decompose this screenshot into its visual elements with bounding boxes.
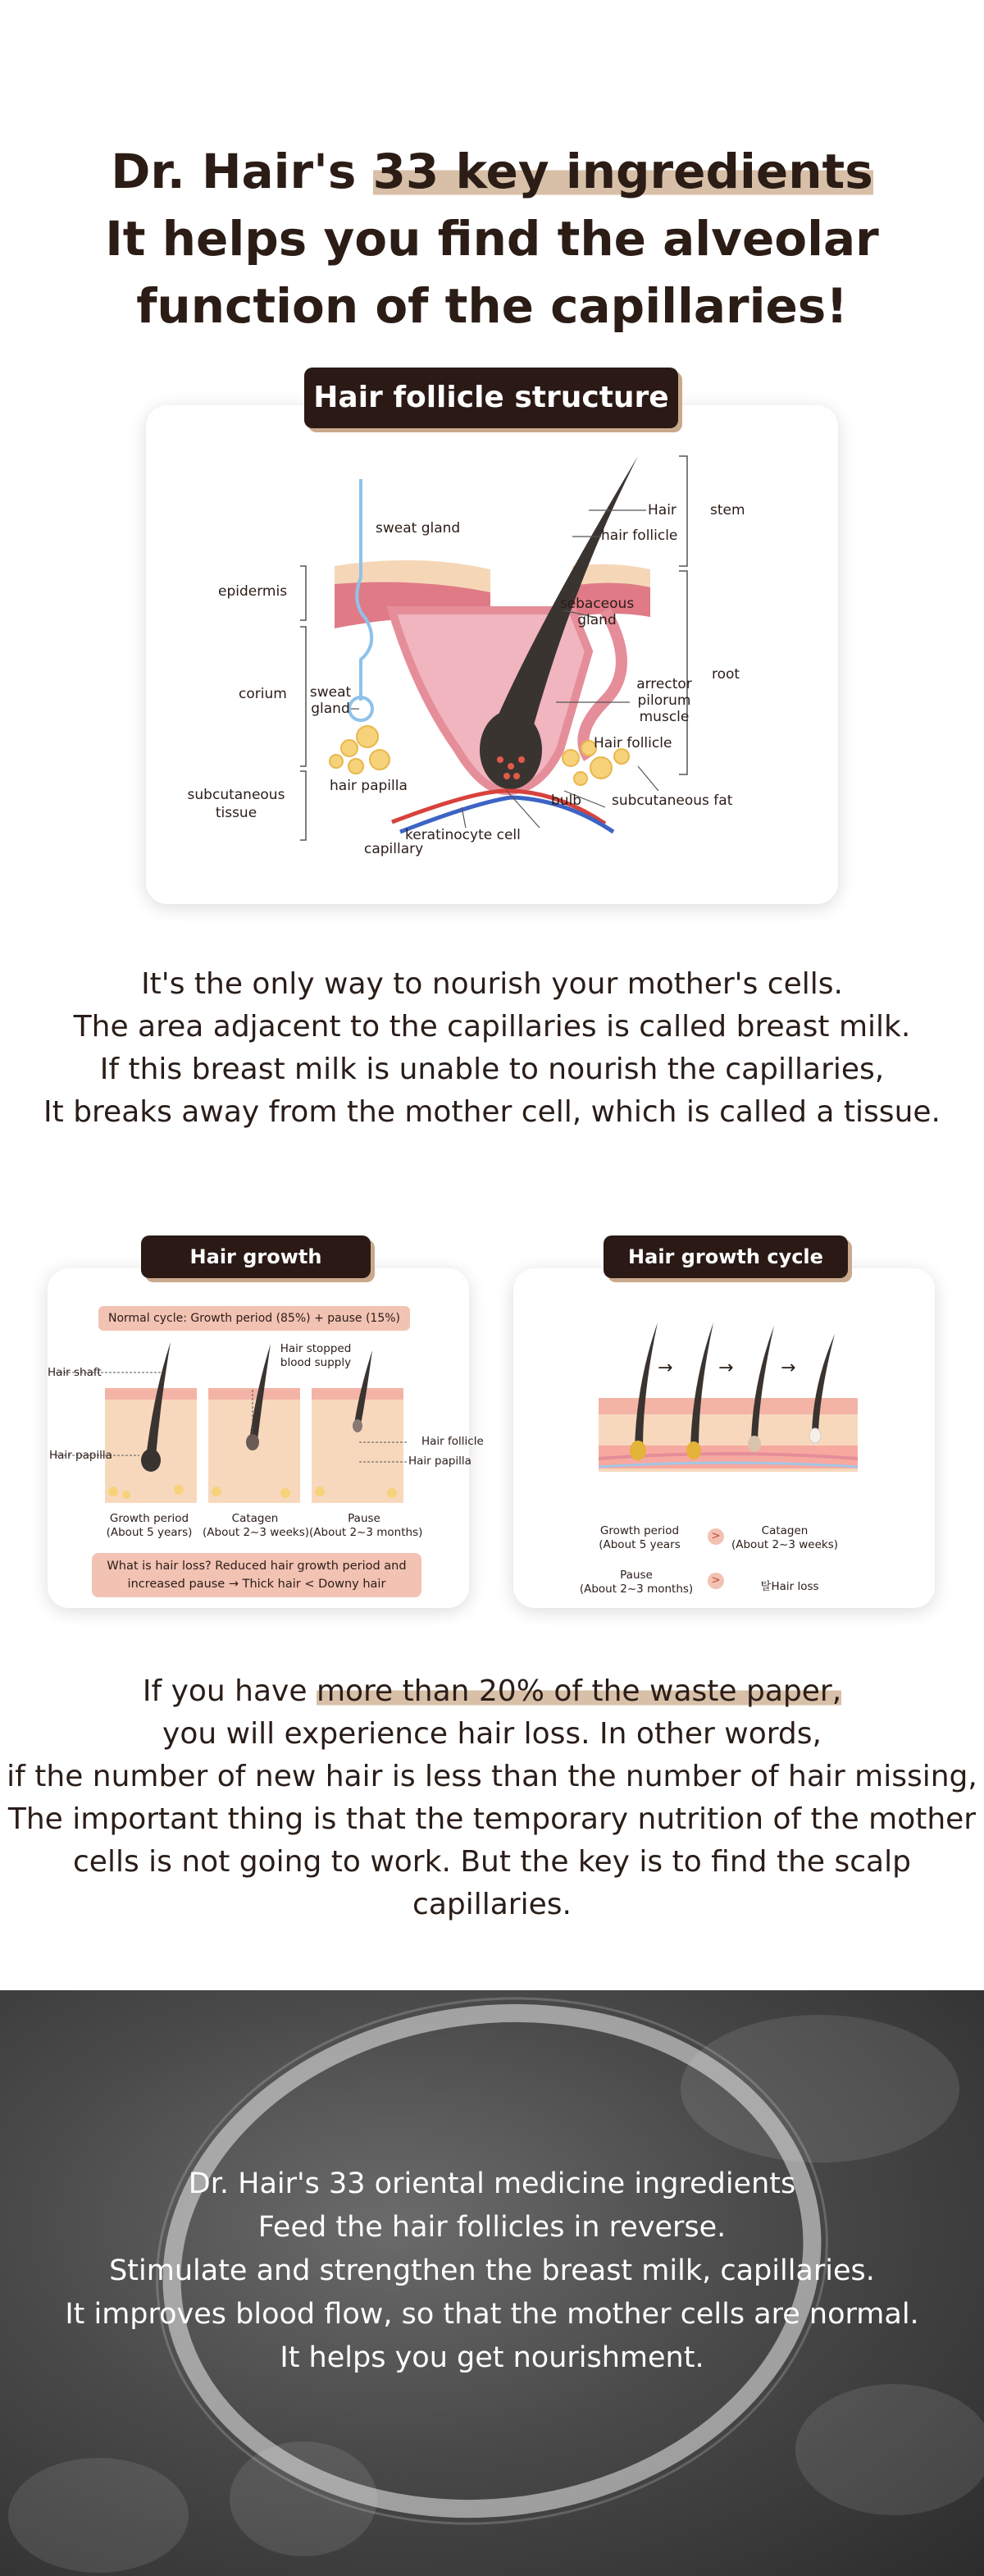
label-sebaceous-2: gland [577,612,617,628]
label-arrector-3: muscle [639,709,690,725]
dark-banner-line: Dr. Hair's 33 oriental medicine ingredients [188,2167,796,2200]
label-hair-shaft: Hair shaft [48,1366,102,1379]
label-growth-hair-papilla-right: Hair papilla [408,1455,472,1468]
cycle-growth-1: Growth period [599,1524,680,1537]
cycle-catagen-1: Catagen [761,1524,809,1537]
cycle-growth-2: (About 5 years [599,1538,681,1551]
hair-cycle-pill: Hair growth cycle [604,1235,848,1278]
label-subcutaneous-tissue [179,786,294,822]
label-corium: corium [239,686,287,702]
label-subcutaneous-fat: subcutaneous fat [612,792,733,809]
label-sweat-2: gland [311,701,350,717]
svg-text:→: → [658,1358,673,1378]
label-subcutaneous-2: tissue [215,805,257,821]
cycle-pause-caption [579,1569,694,1596]
caption-growth-2: (About 5 years) [106,1526,193,1539]
hair-growth-pill: Hair growth [141,1235,371,1278]
headline-line-3: function of the capillaries! [136,278,848,334]
paragraph-2-highlight: more than 20% of the waste paper, [316,1674,842,1708]
label-sebaceous-gland [556,596,638,628]
caption-pause-1: Pause [348,1512,380,1525]
cycle-catagen-2: (About 2~3 weeks) [731,1538,839,1551]
paragraph-2 [0,1670,984,1926]
follicle-structure-pill: Hair follicle structure [304,368,678,428]
dark-banner-line: It improves blood flow, so that the mother cells are normal. [65,2298,919,2331]
dark-banner-line: It helps you get nourishment. [280,2341,704,2374]
caption-growth-1: Growth period [109,1512,189,1525]
dark-banner-text [0,2163,984,2380]
label-hair-stopped-2: blood supply [280,1356,352,1369]
hair-cycle-diagram [513,1268,935,1608]
label-hair-follicle-bottom: Hair follicle [594,735,672,751]
paragraph-2-prefix: If you have [142,1674,317,1708]
cycle-hair-loss: 탈Hair loss [760,1580,819,1593]
label-hair: Hair [648,502,676,518]
label-epidermis: epidermis [218,583,288,600]
label-growth-hair-follicle: Hair follicle [421,1435,484,1448]
label-bulb: bulb [551,792,582,809]
label-hair-follicle-top: hair follicle [601,528,678,544]
headline [0,138,984,340]
svg-text:→: → [718,1358,734,1378]
cycle-pause-1: Pause [620,1569,653,1582]
label-sweat-gland [303,684,358,717]
dark-banner-line: Feed the hair follicles in reverse. [257,2211,727,2244]
label-sebaceous-1: sebaceous [559,596,635,612]
caption-catagen-1: Catagen [231,1512,279,1525]
headline-line-2: It helps you find the alveolar [105,211,879,267]
paragraph-1-line: It breaks away from the mother cell, which is called a tissue. [43,1095,941,1129]
hair-loss-note-1: What is hair loss? Reduced hair growth period and [107,1560,407,1573]
headline-prefix: Dr. Hair's [111,144,373,199]
label-stem: stem [710,502,745,518]
paragraph-2-line-4: The important thing is that the temporary nutrition of the mother [7,1802,977,1836]
paragraph-1 [0,963,984,1134]
cycle-catagen-caption [730,1524,840,1552]
label-capillary: capillary [364,841,424,857]
hair-loss-note-2: increased pause → Thick hair < Downy hair [127,1578,386,1591]
label-hair-papilla-left: Hair papilla [49,1449,112,1462]
headline-highlight: 33 key ingredients [372,144,873,199]
svg-text:→: → [781,1358,796,1378]
cycle-arrow-1: > [711,1529,721,1542]
paragraph-1-line: The area adjacent to the capillaries is called breast milk. [73,1010,911,1044]
label-sweat-gland-top: sweat gland [376,520,461,537]
caption-catagen-2: (About 2~3 weeks) [203,1526,310,1539]
paragraph-2-line-1 [0,1670,984,1713]
label-hair-stopped [271,1342,361,1370]
label-arrector-2: pilorum [637,692,691,709]
label-subcutaneous-1: subcutaneous [187,787,285,803]
caption-pause [309,1512,423,1540]
cycle-growth-caption [590,1524,689,1552]
caption-pause-2: (About 2~3 months) [309,1526,423,1539]
paragraph-1-line: If this breast milk is unable to nourish the capillaries, [99,1053,885,1086]
paragraph-1-line: It's the only way to nourish your mother's cells. [141,967,843,1001]
caption-catagen [203,1512,308,1540]
label-hair-papilla: hair papilla [330,778,408,794]
normal-cycle-label: Normal cycle: Growth period (85%) + pause (15%) [98,1306,410,1331]
label-keratinocyte: keratinocyte cell [405,827,521,843]
cycle-arrow-2: > [711,1573,721,1587]
caption-growth [97,1512,202,1540]
cycle-pause-2: (About 2~3 months) [579,1583,694,1596]
label-root: root [712,666,740,683]
paragraph-2-line-2: you will experience hair loss. In other words, [162,1717,822,1751]
paragraph-2-line-5: cells is not going to work. But the key is to find the scalp capillaries. [73,1845,911,1921]
hair-loss-note [92,1553,421,1597]
label-sweat-1: sweat [309,684,352,701]
paragraph-2-line-3: if the number of new hair is less than the number of hair missing, [7,1760,977,1793]
label-hair-stopped-1: Hair stopped [280,1342,352,1355]
label-arrector [623,676,705,725]
label-arrector-1: arrector [636,676,692,692]
dark-banner-line: Stimulate and strengthen the breast milk, capillaries. [109,2254,875,2287]
headline-line-1 [0,138,984,205]
